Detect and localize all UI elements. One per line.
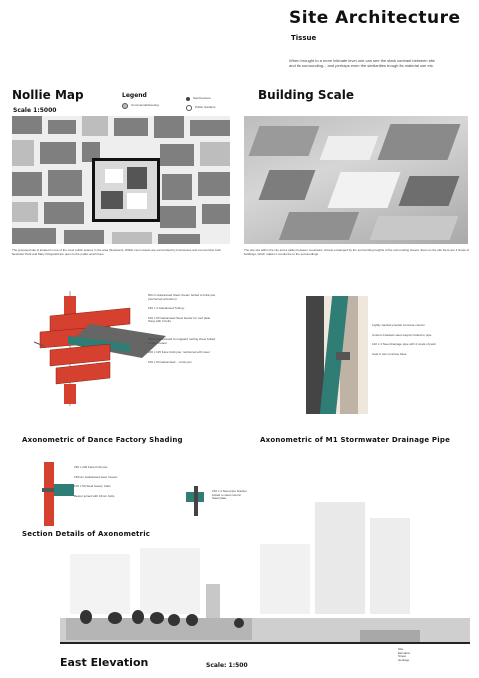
- axo1-note: 230 x 115 Face brick pier, reinforced with steel: [148, 350, 210, 355]
- elevation-label: East Elevation: [60, 656, 149, 669]
- east-elevation-drawing: [60, 494, 470, 654]
- building-scale-render: [244, 116, 468, 244]
- nollie-scale: Scale 1:5000: [13, 107, 57, 114]
- legend-swatch-icon: [186, 97, 190, 101]
- axo1-label: Axonometric of Dance Factory Shading: [22, 436, 183, 444]
- section-note: 150 x 4 Steel pipe bracket: [212, 489, 247, 493]
- axo1-note: 50mm Galvanised Steel I-beam bolted to brick pier (reinforced at bottom): [148, 293, 216, 301]
- legend-item-sport: Sport/Leisure: [186, 97, 211, 101]
- legend-swatch-icon: [186, 105, 192, 111]
- legend-item-commercial: Commercial/Housing: [122, 103, 159, 109]
- site-outline: [92, 158, 160, 222]
- axo1-notes: [148, 294, 216, 364]
- page-title: Site Architecture: [289, 8, 461, 28]
- stormwater-pipe-render: [306, 296, 368, 414]
- intro-text: When brought to a more intimate level one can see the stark contrast between site and its surrounding... and perhaps even the similarities trough its material use etc.: [289, 58, 435, 68]
- nollie-caption: The proposed site is located in one of the most public spaces in the area (Newtown). Whilst most streets are surrounded by businesses and commercial, both Newtown Park and Mary Fitzgerald are open to the public at all times.: [12, 248, 221, 256]
- nollie-map: [12, 116, 230, 244]
- elevation-key-item: Heritage: [398, 657, 410, 662]
- axo2-note: Cast in situ concrete base: [372, 351, 407, 356]
- building-caption: The site sits within the city and a valley between mountains. Almost enveloped by the surrounding heights of the surrounding streets. Even so the site there are 3 levels of buildings, which makes it conducive to the surroundings.: [244, 248, 470, 256]
- section-note: bolted to steel column: [212, 492, 242, 497]
- axo2-note: Custom brackets steel support bolted to pipe: [372, 332, 432, 337]
- elevation-key: [398, 648, 458, 662]
- section-note: Bearer joined with 16mm bolts: [74, 493, 115, 498]
- section-note: Steel plate: [212, 496, 227, 501]
- elevation-key-item: Elevation: [398, 650, 411, 655]
- elevation-scale: Scale: 1:500: [206, 662, 248, 669]
- page-subtitle: Tissue: [291, 34, 317, 42]
- legend: [118, 92, 238, 112]
- section-note: 100 x 50 Steel bearer, bolts: [74, 484, 111, 489]
- legend-item-gardens: Public Gardens: [186, 105, 216, 111]
- nollie-title: Nollie Map: [12, 88, 84, 102]
- axo2-notes: [372, 324, 442, 356]
- axo2-label: Axonometric of M1 Stormwater Drainage Pipe: [260, 436, 451, 444]
- elevation-key-item: Site: [398, 647, 404, 651]
- section-note: 230 x 230 Face brick pier: [74, 465, 108, 469]
- elevation-key-item: Street: [398, 654, 407, 659]
- legend-swatch-icon: [122, 103, 128, 109]
- axo2-note: 120 x 4 Steel drainage pipe with 2 coats of paint: [372, 342, 436, 347]
- axo1-note: 45mm Galvanised Corrugated roofing sheet bolted to steel bearer: [148, 336, 216, 345]
- axo2-note: Lightly sanded precast concrete column: [372, 323, 425, 327]
- section-label: Section Details of Axonometric: [22, 530, 151, 538]
- section-note: 150mm Galvanised steel I-beam: [74, 474, 118, 479]
- building-title: Building Scale: [258, 88, 355, 102]
- axo1-note: 100 x 50 Galvanised Steel bearer for roof plate fixing with 2 bolts: [148, 315, 211, 324]
- axo1-note: 100 x 50 Galvanised ... brick pier: [148, 359, 192, 364]
- axo1-note: 150 x 4 Galvanised Tubing...: [148, 306, 187, 311]
- legend-title: Legend: [122, 92, 147, 99]
